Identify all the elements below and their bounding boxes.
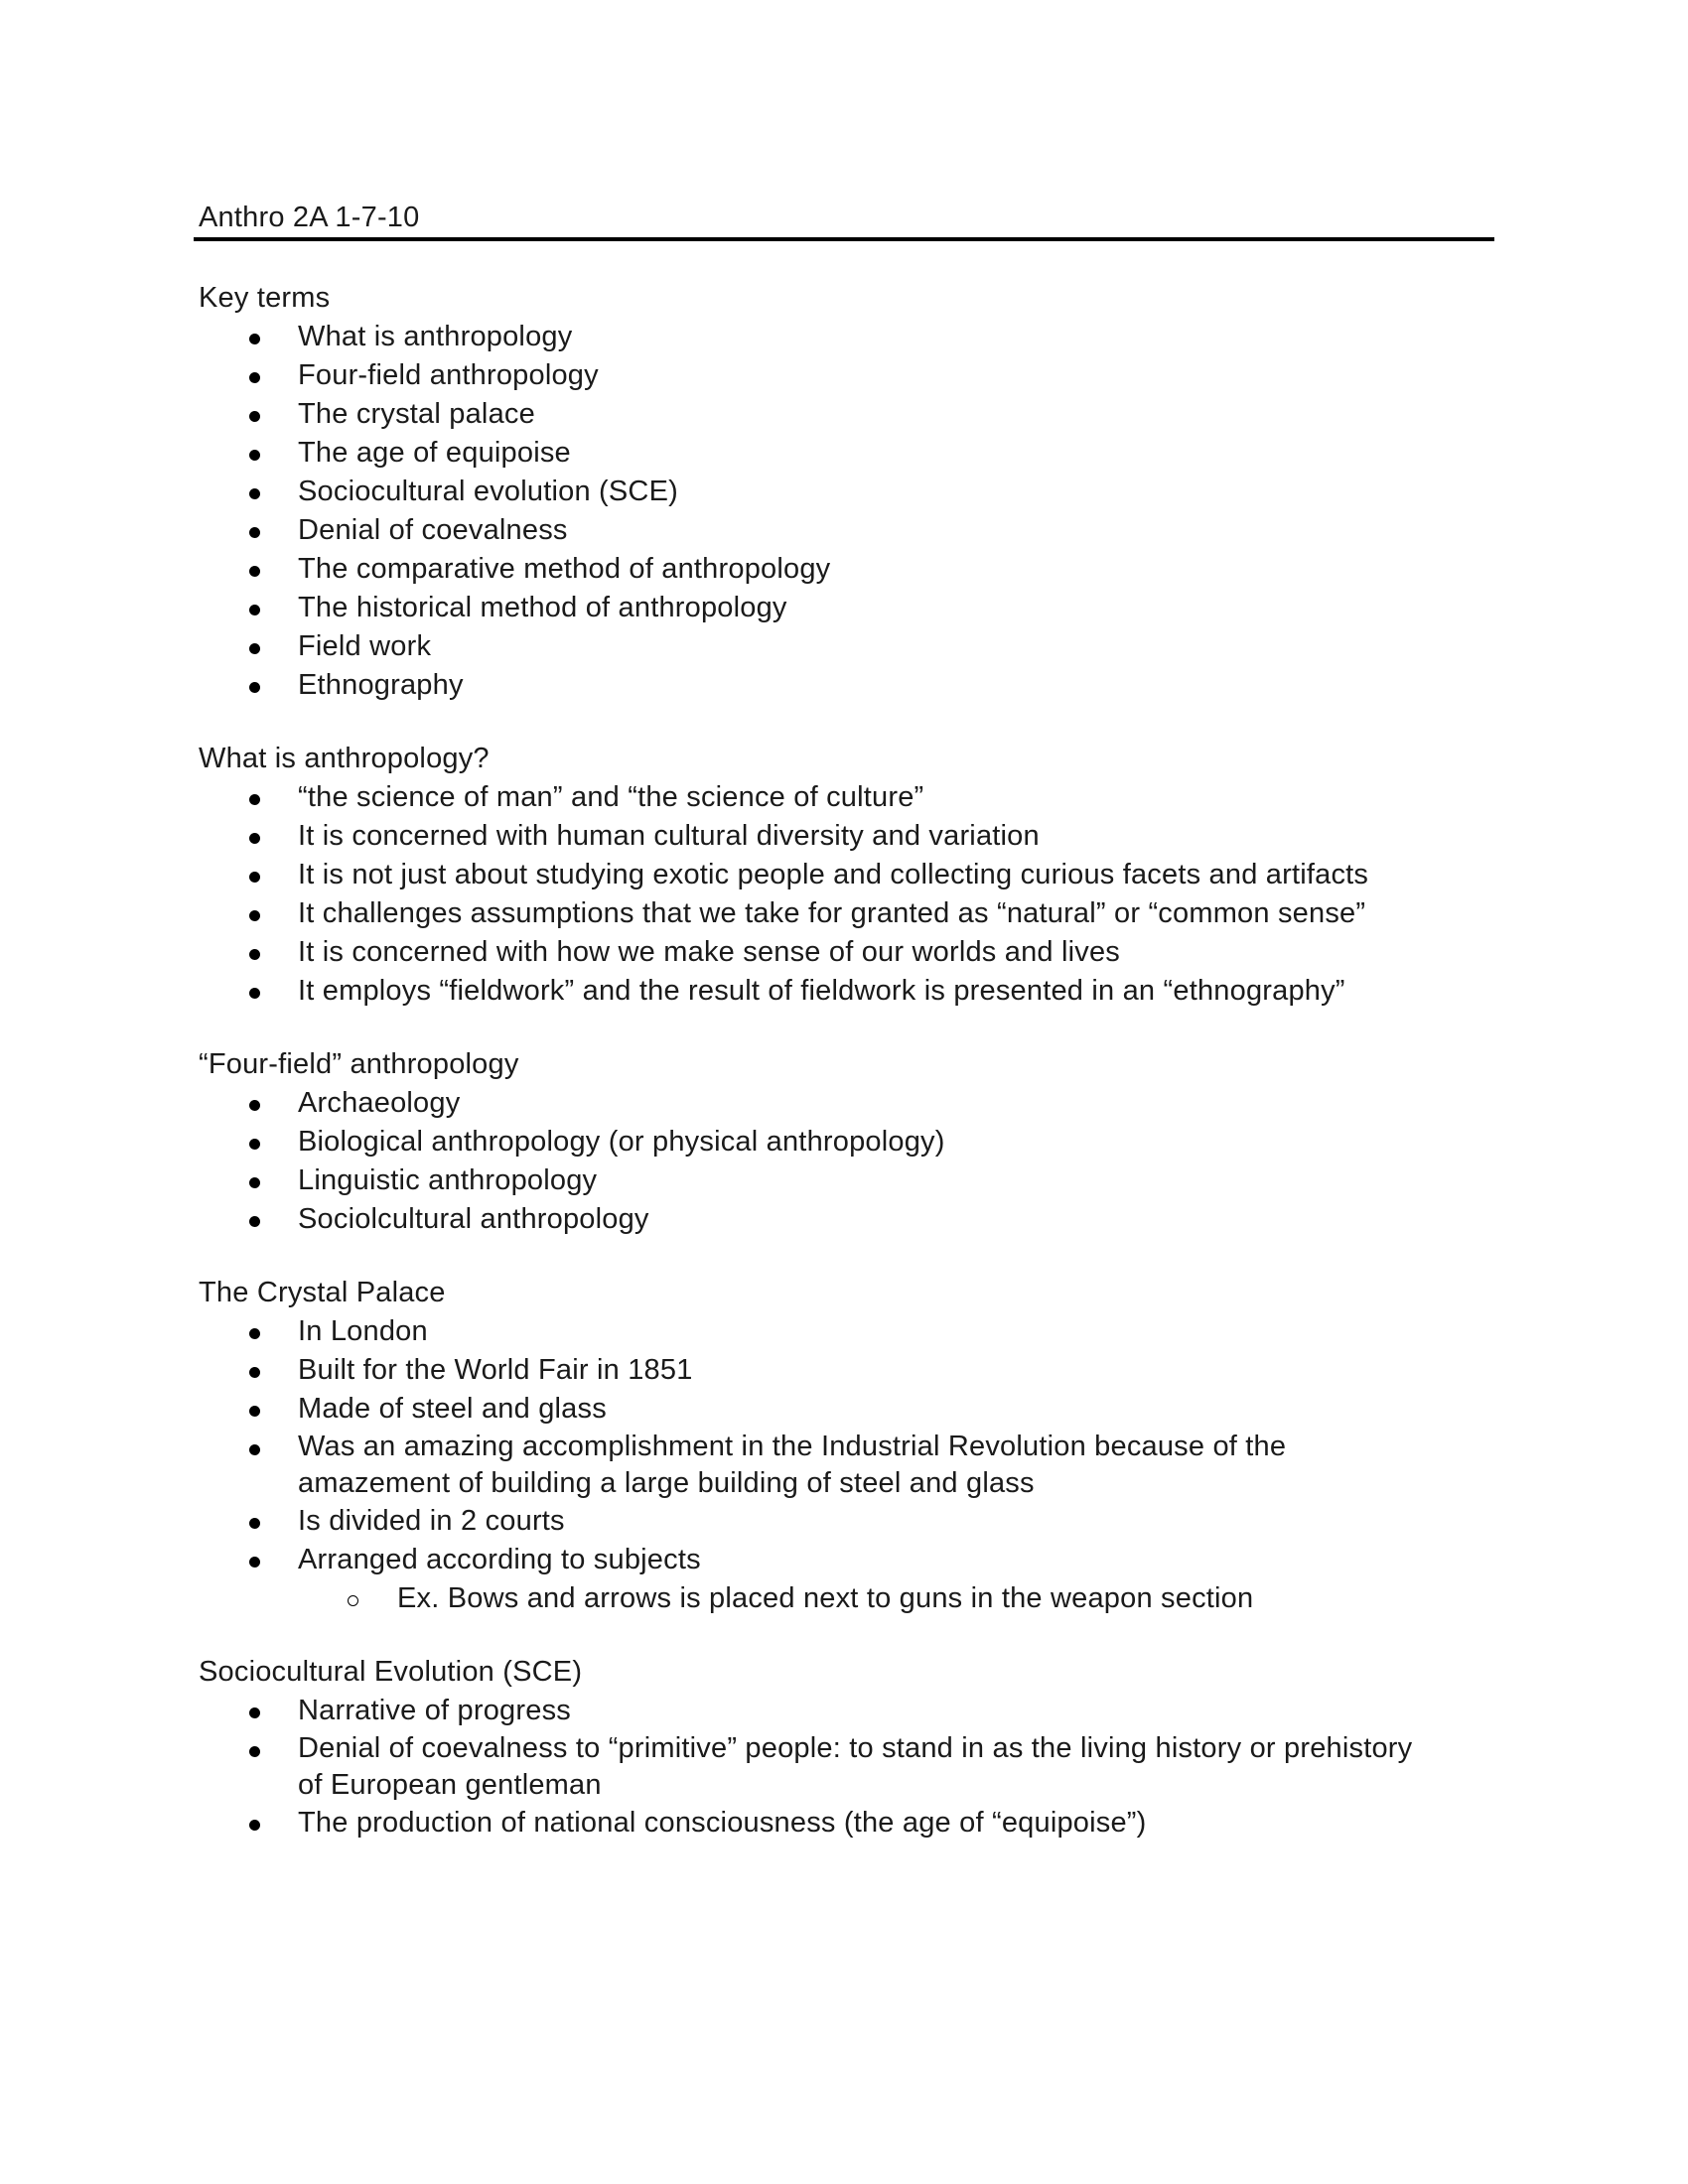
bullet-icon xyxy=(249,1557,260,1568)
bullet-icon xyxy=(249,527,260,538)
section-heading: The Crystal Palace xyxy=(199,1277,446,1308)
list-item xyxy=(199,473,1489,511)
bullet-icon xyxy=(249,488,260,499)
bullet-icon xyxy=(249,1746,260,1757)
list-item xyxy=(199,778,1489,817)
bullet-list xyxy=(199,1692,1489,1843)
bullet-icon xyxy=(249,1406,260,1417)
bullet-icon xyxy=(249,682,260,693)
hollow-bullet-icon xyxy=(348,1595,358,1606)
list-item xyxy=(199,550,1489,589)
list-item xyxy=(199,666,1489,705)
list-item-text: The historical method of anthropology xyxy=(298,592,787,623)
list-item-text: Sociolcultural anthropology xyxy=(298,1203,649,1235)
list-item-text: The age of equipoise xyxy=(298,437,571,469)
bullet-icon xyxy=(249,794,260,805)
sub-bullet-list xyxy=(298,1579,1489,1618)
list-item xyxy=(199,1429,1489,1502)
bullet-icon xyxy=(249,450,260,461)
section-heading: Key terms xyxy=(199,282,331,314)
section-sociocultural-evolution xyxy=(199,1653,1489,1843)
bullet-icon xyxy=(249,605,260,615)
list-item-text: In London xyxy=(298,1315,428,1347)
list-item-text: Biological anthropology (or physical anthropology) xyxy=(298,1126,945,1158)
bullet-icon xyxy=(249,988,260,999)
list-item-text: It is concerned with human cultural diversity and variation xyxy=(298,820,1040,852)
list-item xyxy=(199,1084,1489,1123)
list-item-text: The production of national consciousness (the age of “equipoise”) xyxy=(298,1807,1147,1839)
list-item-text: “the science of man” and “the science of culture” xyxy=(298,781,924,813)
section-heading: Sociocultural Evolution (SCE) xyxy=(199,1656,583,1688)
list-item xyxy=(199,627,1489,666)
bullet-list xyxy=(199,778,1489,1011)
list-item xyxy=(199,318,1489,356)
list-item xyxy=(199,1692,1489,1730)
bullet-icon xyxy=(249,372,260,383)
list-item-text: Ethnography xyxy=(298,669,464,701)
list-item xyxy=(199,817,1489,856)
list-item xyxy=(199,856,1489,894)
bullet-icon xyxy=(249,1707,260,1718)
list-item-text: Field work xyxy=(298,630,432,662)
list-item xyxy=(199,395,1489,434)
list-item-text: Made of steel and glass xyxy=(298,1393,607,1425)
list-item xyxy=(199,1390,1489,1429)
list-item-text: Was an amazing accomplishment in the Industrial Revolution because of the amazement of building a large building of steel and glass xyxy=(298,1431,1287,1499)
list-item-text: Is divided in 2 courts xyxy=(298,1505,565,1537)
bullet-icon xyxy=(249,910,260,921)
section-what-is-anthropology xyxy=(199,740,1489,1011)
list-item xyxy=(199,1502,1489,1541)
section-heading: “Four-field” anthropology xyxy=(199,1048,519,1080)
list-item-text: Built for the World Fair in 1851 xyxy=(298,1354,693,1386)
list-item xyxy=(199,1541,1489,1618)
bullet-icon xyxy=(249,1820,260,1831)
sub-list-item xyxy=(298,1579,1489,1618)
list-item-text: It is concerned with how we make sense of our worlds and lives xyxy=(298,936,1121,968)
list-item-text: Linguistic anthropology xyxy=(298,1164,598,1196)
bullet-icon xyxy=(249,1139,260,1150)
list-item xyxy=(199,1351,1489,1390)
list-item-text: It employs “fieldwork” and the result of fieldwork is presented in an “ethnography” xyxy=(298,975,1345,1007)
bullet-icon xyxy=(249,1518,260,1529)
bullet-icon xyxy=(249,1367,260,1378)
list-item xyxy=(199,1312,1489,1351)
list-item xyxy=(199,1730,1489,1804)
bullet-icon xyxy=(249,833,260,844)
bullet-icon xyxy=(249,1100,260,1111)
list-item xyxy=(199,1200,1489,1239)
bullet-icon xyxy=(249,1177,260,1188)
bullet-icon xyxy=(249,872,260,883)
section-crystal-palace xyxy=(199,1274,1489,1618)
bullet-list xyxy=(199,318,1489,705)
bullet-icon xyxy=(249,566,260,577)
list-item xyxy=(199,933,1489,972)
list-item-text: Denial of coevalness xyxy=(298,514,568,546)
sub-list-item-text: Ex. Bows and arrows is placed next to guns in the weapon section xyxy=(397,1582,1254,1614)
bullet-icon xyxy=(249,949,260,960)
list-item-text: The comparative method of anthropology xyxy=(298,553,831,585)
bullet-icon xyxy=(249,643,260,654)
list-item xyxy=(199,894,1489,933)
list-item xyxy=(199,1804,1489,1843)
list-item-text: Denial of coevalness to “primitive” people: to stand in as the living history or prehistory of European gentleman xyxy=(298,1732,1413,1801)
list-item-text: What is anthropology xyxy=(298,321,573,352)
section-four-field-anthropology xyxy=(199,1045,1489,1239)
list-item-text: Sociocultural evolution (SCE) xyxy=(298,476,678,507)
bullet-list xyxy=(199,1084,1489,1239)
list-item-text: Four-field anthropology xyxy=(298,359,599,391)
list-item-text: Arranged according to subjects xyxy=(298,1544,701,1575)
list-item xyxy=(199,589,1489,627)
list-item xyxy=(199,972,1489,1011)
list-item xyxy=(199,511,1489,550)
list-item-text: Narrative of progress xyxy=(298,1695,571,1726)
list-item-text: Archaeology xyxy=(298,1087,461,1119)
document-title: Anthro 2A 1-7-10 xyxy=(199,202,420,233)
list-item-text: The crystal palace xyxy=(298,398,535,430)
list-item-text: It challenges assumptions that we take for granted as “natural” or “common sense” xyxy=(298,897,1366,929)
list-item xyxy=(199,1123,1489,1161)
section-key-terms xyxy=(199,279,1489,705)
bullet-icon xyxy=(249,334,260,344)
list-item xyxy=(199,434,1489,473)
section-heading: What is anthropology? xyxy=(199,743,490,774)
list-item xyxy=(199,356,1489,395)
bullet-icon xyxy=(249,411,260,422)
bullet-icon xyxy=(249,1328,260,1339)
title-underline xyxy=(194,237,1494,241)
bullet-icon xyxy=(249,1216,260,1227)
bullet-list xyxy=(199,1312,1489,1618)
list-item-text: It is not just about studying exotic people and collecting curious facets and artifacts xyxy=(298,859,1369,890)
bullet-icon xyxy=(249,1444,260,1455)
list-item xyxy=(199,1161,1489,1200)
